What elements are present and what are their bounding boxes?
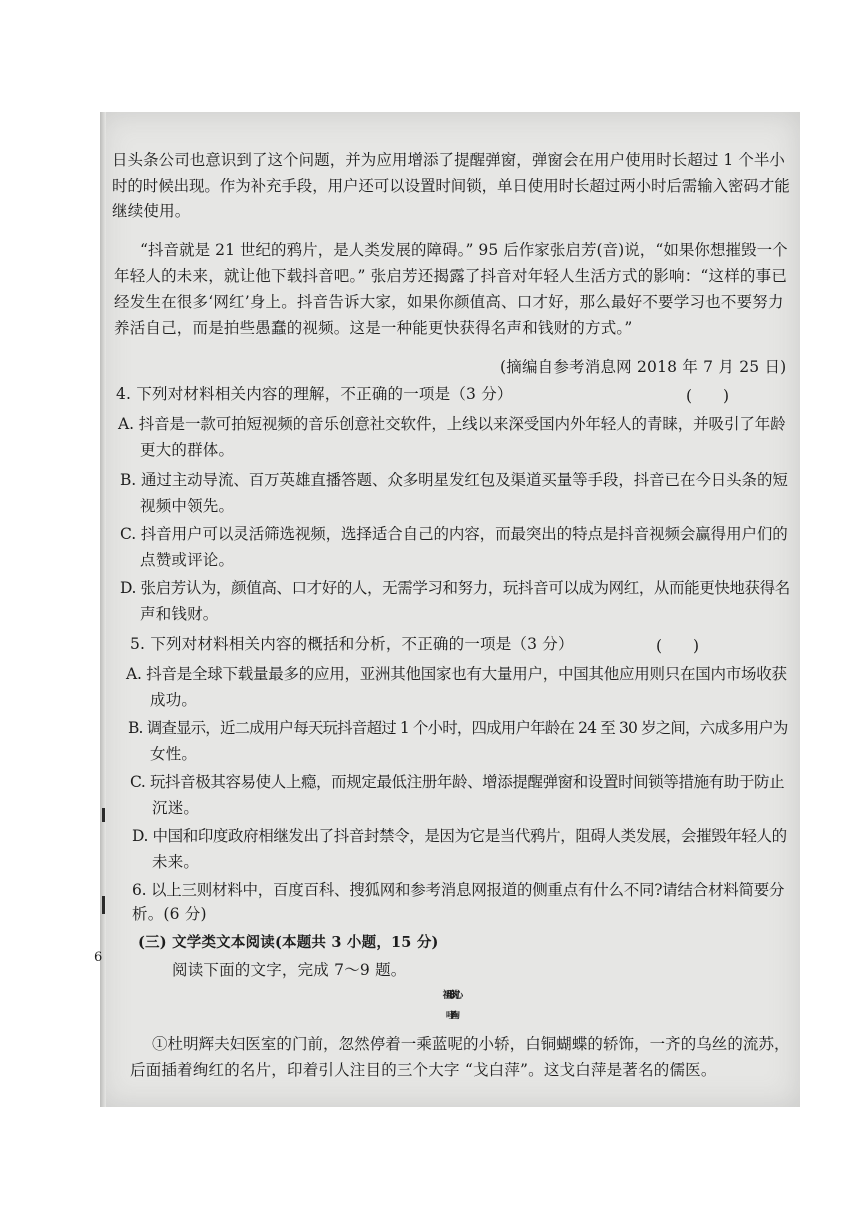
story-line: 后面插着绚红的名片，印着引人注目的三个大字 “戈白萍”。这戈白萍是著名的儒医。 (130, 1061, 717, 1079)
option-continuation: 未来。 (152, 853, 200, 871)
question-5-stem: 5. 下列对材料相关内容的概括和分析，不正确的一项是（3 分） (130, 635, 574, 653)
option-continuation: 视频中领先。 (140, 497, 235, 515)
option-a: A. 抖音是一款可拍短视频的音乐创意社交软件，上线以来深受国内外年轻人的青睐，并吸引了年龄 (118, 415, 786, 433)
option-b: B. 通过主动导流、百万英雄直播答题、众多明星发红包及渠道买量等手段，抖音已在今日头条的短 (120, 471, 788, 489)
option-c: C. 玩抖音极其容易使人上瘾，而规定最低注册年龄、增添提醒弹窗和设置时间锁等措施有助于防止 (130, 773, 785, 791)
answer-bracket: ( ) (686, 387, 730, 405)
story-line: ①杜明辉夫妇医室的门前，忽然停着一乘蓝呢的小轿，白铜蝴蝶的轿饰，一齐的乌丝的流苏， (152, 1035, 790, 1053)
body-line: 时的时候出现。作为补充手段，用户还可以设置时间锁，单日使用时长超过两小时后需输入密码才能 (112, 177, 790, 195)
body-line: 经发生在很多‘网红’身上。抖音告诉大家，如果你颜值高、口才好，那么最好不要学习也不要努力 (114, 293, 784, 311)
source-citation: (摘编自参考消息网 2018 年 7 月 25 日) (500, 358, 787, 376)
margin-mark (102, 896, 105, 914)
option-b: B. 调查显示，近二成用户每天玩抖音超过 1 个小时，四成用户年龄在 24 至 30 岁之间，六成多用户为 (128, 719, 788, 737)
reading-instruction: 阅读下面的文字，完成 7～9 题。 (172, 961, 407, 979)
question-4-stem: 4. 下列对材料相关内容的理解，不正确的一项是（3 分） (116, 385, 513, 403)
option-continuation: 点赞或评论。 (140, 551, 235, 569)
option-continuation: 成功。 (150, 691, 198, 709)
margin-number: 6 (94, 950, 103, 965)
margin-mark (102, 808, 105, 822)
option-a: A. 抖音是全球下载量最多的应用，亚洲其他国家也有大量用户，中国其他应用则只在国内市场收获 (126, 665, 787, 683)
body-line: 日头条公司也意识到了这个问题，并为应用增添了提醒弹窗，弹窗会在用户使用时长超过 1 个半小 (112, 151, 785, 169)
section-heading: (三) 文学类文本阅读(本题共 3 小题，15 分) (138, 934, 439, 951)
story-title: 祖母的心 (442, 990, 458, 1001)
option-d: D. 中国和印度政府相继发出了抖音封禁令，是因为它是当代鸦片，阻碍人类发展，会摧毁年轻人的 (132, 827, 787, 845)
option-continuation: 更大的群体。 (140, 441, 235, 459)
option-continuation: 声和钱财。 (140, 605, 219, 623)
question-6: 6. 以上三则材料中，百度百科、搜狐网和参考消息网报道的侧重点有什么不同?请结合材料简要分 (132, 881, 785, 899)
question-6-continuation: 析。(6 分) (132, 905, 207, 923)
story-author: 叶圣陶 (445, 1011, 455, 1021)
option-d: D. 张启芳认为，颜值高、口才好的人，无需学习和努力，玩抖音可以成为网红，从而能更快地获得名 (120, 579, 790, 597)
body-line: 养活自己，而是拍些愚蠢的视频。这是一种能更快获得名声和钱财的方式。” (114, 319, 633, 337)
body-line: 年轻人的未来，就让他下载抖音吧。” 张启芳还揭露了抖音对年轻人生活方式的影响：“这样的事已 (114, 267, 788, 285)
answer-bracket: ( ) (656, 637, 700, 655)
option-continuation: 沉迷。 (152, 799, 200, 817)
body-line: “抖音就是 21 世纪的鸦片，是人类发展的障碍。” 95 后作家张启芳(音)说，“如果你想摧毁一个 (140, 241, 788, 259)
body-line: 继续使用。 (112, 202, 191, 220)
option-continuation: 女性。 (150, 745, 198, 763)
option-c: C. 抖音用户可以灵活筛选视频，选择适合自己的内容，而最突出的特点是抖音视频会赢得用户们的 (120, 525, 788, 543)
